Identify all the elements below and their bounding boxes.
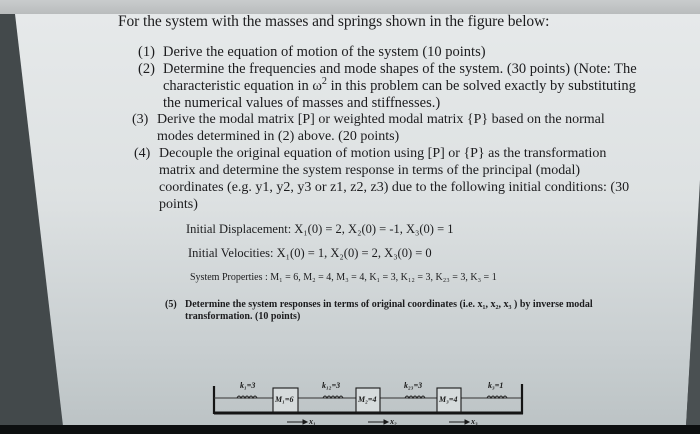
mass-spring-diagram	[205, 380, 525, 428]
task-number: (1)	[138, 44, 155, 60]
task-text: Determine the system responses in terms of original coordinates (i.e. x₁, x₂, x₃ ) by inverse modal transformation. (10 points)	[185, 299, 593, 322]
task-3	[132, 112, 638, 145]
task-list	[132, 44, 638, 213]
task-text: Derive the modal matrix [P] or weighted modal matrix {P} based on the normal modes determined in (2) above. (20 points)	[157, 112, 605, 144]
mass-m3-label: M₃=4	[439, 395, 458, 404]
mass-m2-label: M₂=4	[358, 395, 377, 404]
superscript: 2	[321, 76, 327, 88]
initial-displacement: Initial Displacement: X₁(0) = 2, X₂(0) = -1, X₃(0) = 1	[186, 222, 454, 236]
system-properties: System Properties : M₁ = 6, M₂ = 4, M₃ = 4, K₁ = 3, K₁₂ = 3, K₂₃ = 3, K₃ = 1	[190, 272, 497, 283]
task-5	[165, 299, 635, 323]
task-4	[134, 145, 634, 213]
task-text: Derive the equation of motion of the system (10 points)	[163, 44, 486, 60]
task-number: (2)	[138, 61, 155, 77]
task-text: Decouple the original equation of motion using [P] or {P} as the transformation matrix and determine the system response in terms of the principal (modal) coordinates (e.g. y1, y2, y3 or z1, z2, z3) due to the following initial conditions: (30 points)	[159, 146, 630, 212]
task-1	[138, 44, 638, 61]
spring-k12-label: k₁₂=3	[322, 381, 341, 390]
task-number: (4)	[134, 146, 151, 161]
task-text-cont: in this problem can be solved exactly by substituting the numerical values of masses and stiffnesses.)	[163, 78, 636, 111]
task-number: (3)	[132, 112, 149, 127]
mass-m1-label: M₁=6	[275, 395, 294, 404]
spring-k1-label: k₁=3	[240, 381, 256, 390]
task-number: (5)	[165, 299, 177, 310]
task-text: Determine the frequencies and mode shapes of the system. (30 points) (Note: The characteristic equation in ω	[163, 61, 637, 94]
coord-x1-label: x₁	[309, 417, 316, 426]
intro-text: For the system with the masses and springs shown in the figure below:	[118, 13, 550, 30]
spring-k23-label: k₂₃=3	[404, 381, 423, 390]
coord-x3-label: x₃	[471, 417, 478, 426]
task-2	[138, 61, 638, 112]
coord-x2-label: x₂	[390, 417, 397, 426]
spring-k3-label: k₃=1	[488, 381, 504, 390]
initial-velocities: Initial Velocities: X₁(0) = 1, X₂(0) = 2, X₃(0) = 0	[188, 246, 432, 260]
